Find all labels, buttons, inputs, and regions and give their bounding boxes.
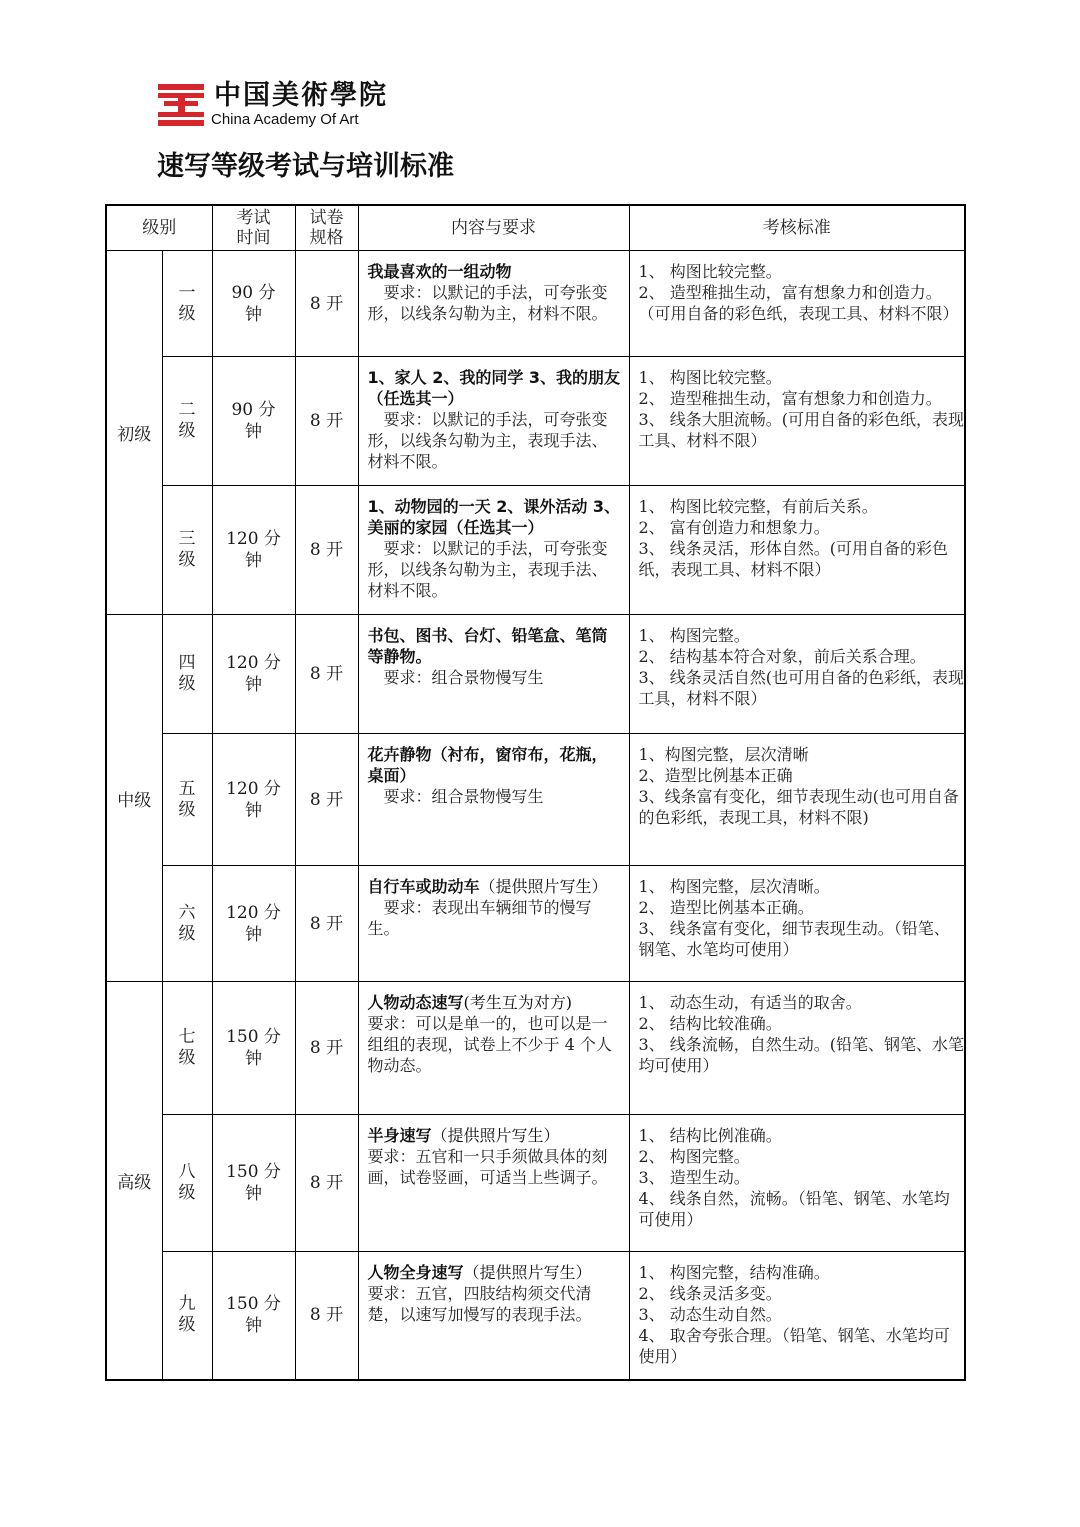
level-cell	[162, 357, 212, 486]
criteria-item: 2、 线条灵活多变。	[638, 1284, 782, 1303]
criteria-item: 1、 构图完整，结构准确。	[638, 1263, 830, 1282]
academy-logo-mark-icon	[158, 84, 206, 126]
table-body	[106, 251, 965, 1380]
criteria-item: （可用自备的彩色纸，表现工具、材料不限）	[638, 304, 959, 323]
exam-subject-title: 花卉静物（衬布，窗帘布，花瓶，桌面）	[367, 745, 608, 785]
academy-name-cn: 中国美術學院	[214, 80, 388, 111]
table-header-row	[106, 205, 965, 251]
criteria-cell	[629, 357, 965, 486]
content-cell	[358, 982, 629, 1115]
exam-subject-note: （提供照片写生）	[431, 1126, 560, 1145]
criteria-item: 3、 线条灵活，形体自然。(可用自备的彩色纸，表现工具、材料不限）	[638, 539, 949, 579]
level-label: 三级	[178, 529, 196, 570]
level-label: 八级	[178, 1162, 196, 1203]
table-row	[106, 486, 965, 615]
academy-name-en: China Academy Of Art	[211, 111, 359, 128]
exam-subject-title: 书包、图书、台灯、铅笔盒、笔筒等静物。	[367, 626, 608, 666]
exam-time: 150 分钟	[212, 1252, 295, 1380]
table-row	[106, 982, 965, 1115]
criteria-item: 1、 构图完整。	[638, 626, 750, 645]
tier-label: 初级	[106, 251, 162, 615]
criteria-item: 2、 造型稚拙生动，富有想象力和创造力。	[638, 389, 942, 408]
paper-format: 8 开	[295, 1115, 358, 1252]
level-cell	[162, 982, 212, 1115]
content-cell	[358, 357, 629, 486]
content-cell	[358, 734, 629, 866]
paper-format: 8 开	[295, 486, 358, 615]
content-cell	[358, 1115, 629, 1252]
criteria-cell	[629, 1252, 965, 1380]
criteria-item: 3、 造型生动。	[638, 1168, 750, 1187]
criteria-item: 1、 构图比较完整，有前后关系。	[638, 497, 878, 516]
table-row	[106, 1115, 965, 1252]
standards-table	[105, 204, 966, 1381]
criteria-item: 3、 线条灵活自然(也可用自备的色彩纸，表现工具，材料不限）	[638, 668, 965, 708]
criteria-list	[639, 367, 965, 451]
header-time: 考试 时间	[212, 205, 295, 251]
paper-format: 8 开	[295, 615, 358, 734]
exam-subject-title: 1、家人 2、我的同学 3、我的朋友（任选其一）	[367, 368, 621, 408]
criteria-item: 3、 动态生动自然。	[638, 1305, 782, 1324]
level-cell	[162, 866, 212, 982]
criteria-item: 1、 结构比例准确。	[638, 1126, 782, 1145]
exam-requirement: 要求：以默记的手法，可夸张变形，以线条勾勒为主，表现手法、材料不限。	[367, 410, 608, 471]
exam-subject	[368, 496, 621, 538]
criteria-cell	[629, 615, 965, 734]
paper-format: 8 开	[295, 357, 358, 486]
criteria-list	[639, 261, 965, 324]
table-row	[106, 251, 965, 357]
paper-format: 8 开	[295, 251, 358, 357]
content-cell	[358, 615, 629, 734]
exam-requirement: 要求：表现出车辆细节的慢写生。	[367, 898, 592, 938]
exam-subject	[368, 876, 621, 897]
criteria-item: 4、 取舍夸张合理。（铅笔、钢笔、水笔均可使用）	[638, 1326, 950, 1366]
criteria-cell	[629, 251, 965, 357]
criteria-item: 1、构图完整，层次清晰	[638, 745, 809, 764]
criteria-item: 2、 结构比较准确。	[638, 1014, 782, 1033]
criteria-list	[639, 992, 965, 1076]
content-cell	[358, 251, 629, 357]
academy-logo	[158, 80, 418, 132]
level-label: 六级	[178, 902, 196, 944]
criteria-list	[639, 1125, 965, 1230]
level-label: 九级	[178, 1294, 196, 1336]
level-cell	[162, 615, 212, 734]
exam-time: 150 分钟	[212, 1115, 295, 1252]
exam-time: 90 分钟	[212, 251, 295, 357]
exam-requirement: 要求：以默记的手法，可夸张变形，以线条勾勒为主，材料不限。	[367, 283, 608, 323]
criteria-item: 1、 构图比较完整。	[638, 262, 782, 281]
exam-subject-title: 人物动态速写	[367, 993, 464, 1012]
level-cell	[162, 734, 212, 866]
exam-subject	[368, 1262, 621, 1283]
criteria-item: 1、 构图比较完整。	[638, 368, 782, 387]
header-level: 级别	[106, 205, 212, 251]
tier-label: 中级	[106, 615, 162, 982]
criteria-cell	[629, 1115, 965, 1252]
exam-time: 120 分钟	[212, 615, 295, 734]
criteria-cell	[629, 734, 965, 866]
content-cell	[358, 486, 629, 615]
exam-subject-title: 我最喜欢的一组动物	[367, 262, 512, 281]
criteria-item: 3、线条富有变化，细节表现生动(也可用自备的色彩纸，表现工具，材料不限)	[638, 787, 959, 827]
exam-requirement: 要求：组合景物慢写生	[367, 668, 544, 687]
level-label: 二级	[178, 400, 196, 441]
header-format: 试卷 规格	[295, 205, 358, 251]
criteria-list	[639, 1262, 965, 1367]
criteria-item: 2、 结构基本符合对象，前后关系合理。	[638, 647, 926, 666]
exam-subject	[368, 625, 621, 667]
exam-subject	[368, 744, 621, 786]
header-content: 内容与要求	[358, 205, 629, 251]
exam-subject	[368, 367, 621, 409]
criteria-item: 2、 构图完整。	[638, 1147, 750, 1166]
criteria-item: 1、 动态生动，有适当的取舍。	[638, 993, 862, 1012]
criteria-item: 2、 富有创造力和想象力。	[638, 518, 830, 537]
level-cell	[162, 1252, 212, 1380]
criteria-item: 3、 线条富有变化，细节表现生动。（铅笔、钢笔、水笔均可使用）	[638, 919, 950, 959]
exam-subject-title: 1、动物园的一天 2、课外活动 3、美丽的家园（任选其一）	[367, 497, 621, 537]
exam-subject-note: （提供照片写生）	[463, 1263, 592, 1282]
exam-requirement: 要求：以默记的手法，可夸张变形，以线条勾勒为主，表现手法、材料不限。	[367, 539, 608, 600]
criteria-cell	[629, 982, 965, 1115]
level-label: 一级	[178, 282, 196, 324]
criteria-list	[639, 496, 965, 580]
content-cell	[358, 1252, 629, 1380]
table-row	[106, 357, 965, 486]
paper-format: 8 开	[295, 734, 358, 866]
exam-requirement: 要求：可以是单一的，也可以是一组组的表现，试卷上不少于 4 个人物动态。	[367, 1014, 612, 1075]
criteria-item: 4、 线条自然，流畅。（铅笔、钢笔、水笔均可使用）	[638, 1189, 950, 1229]
level-label: 四级	[178, 653, 196, 694]
criteria-item: 1、 构图完整，层次清晰。	[638, 877, 830, 896]
exam-time: 120 分钟	[212, 486, 295, 615]
level-label: 七级	[178, 1027, 196, 1068]
table-row	[106, 734, 965, 866]
exam-time: 120 分钟	[212, 866, 295, 982]
paper-format: 8 开	[295, 1252, 358, 1380]
exam-time: 120 分钟	[212, 734, 295, 866]
exam-subject	[368, 992, 621, 1013]
criteria-list	[639, 876, 965, 960]
criteria-item: 3、 线条流畅，自然生动。(铅笔、钢笔、水笔均可使用）	[638, 1035, 965, 1075]
exam-subject-title: 半身速写	[367, 1126, 432, 1145]
exam-requirement: 要求：组合景物慢写生	[367, 787, 544, 806]
exam-subject	[368, 261, 621, 282]
level-cell	[162, 251, 212, 357]
criteria-list	[639, 625, 965, 709]
exam-requirement: 要求：五官，四肢结构须交代清楚，以速写加慢写的表现手法。	[367, 1284, 592, 1324]
level-cell	[162, 1115, 212, 1252]
table-row	[106, 615, 965, 734]
table-row	[106, 866, 965, 982]
criteria-item: 2、 造型比例基本正确。	[638, 898, 814, 917]
criteria-cell	[629, 486, 965, 615]
paper-format: 8 开	[295, 982, 358, 1115]
exam-subject-title: 自行车或助动车	[367, 877, 480, 896]
criteria-item: 3、 线条大胆流畅。(可用自备的彩色纸，表现工具、材料不限）	[638, 410, 965, 450]
tier-label: 高级	[106, 982, 162, 1380]
exam-time: 150 分钟	[212, 982, 295, 1115]
exam-subject	[368, 1125, 621, 1146]
exam-subject-note: （提供照片写生）	[479, 877, 608, 896]
document-title: 速写等级考试与培训标准	[157, 151, 454, 182]
criteria-cell	[629, 866, 965, 982]
criteria-item: 2、 造型稚拙生动，富有想象力和创造力。	[638, 283, 942, 302]
content-cell	[358, 866, 629, 982]
criteria-list	[639, 744, 965, 828]
header-criteria: 考核标准	[629, 205, 965, 251]
exam-time: 90 分钟	[212, 357, 295, 486]
table-row	[106, 1252, 965, 1380]
criteria-item: 2、造型比例基本正确	[638, 766, 793, 785]
level-cell	[162, 486, 212, 615]
exam-subject-title: 人物全身速写	[367, 1263, 464, 1282]
paper-format: 8 开	[295, 866, 358, 982]
exam-requirement: 要求：五官和一只手须做具体的刻画，试卷竖画，可适当上些调子。	[367, 1147, 608, 1187]
exam-subject-note: (考生互为对方)	[463, 993, 573, 1012]
level-label: 五级	[178, 778, 196, 820]
